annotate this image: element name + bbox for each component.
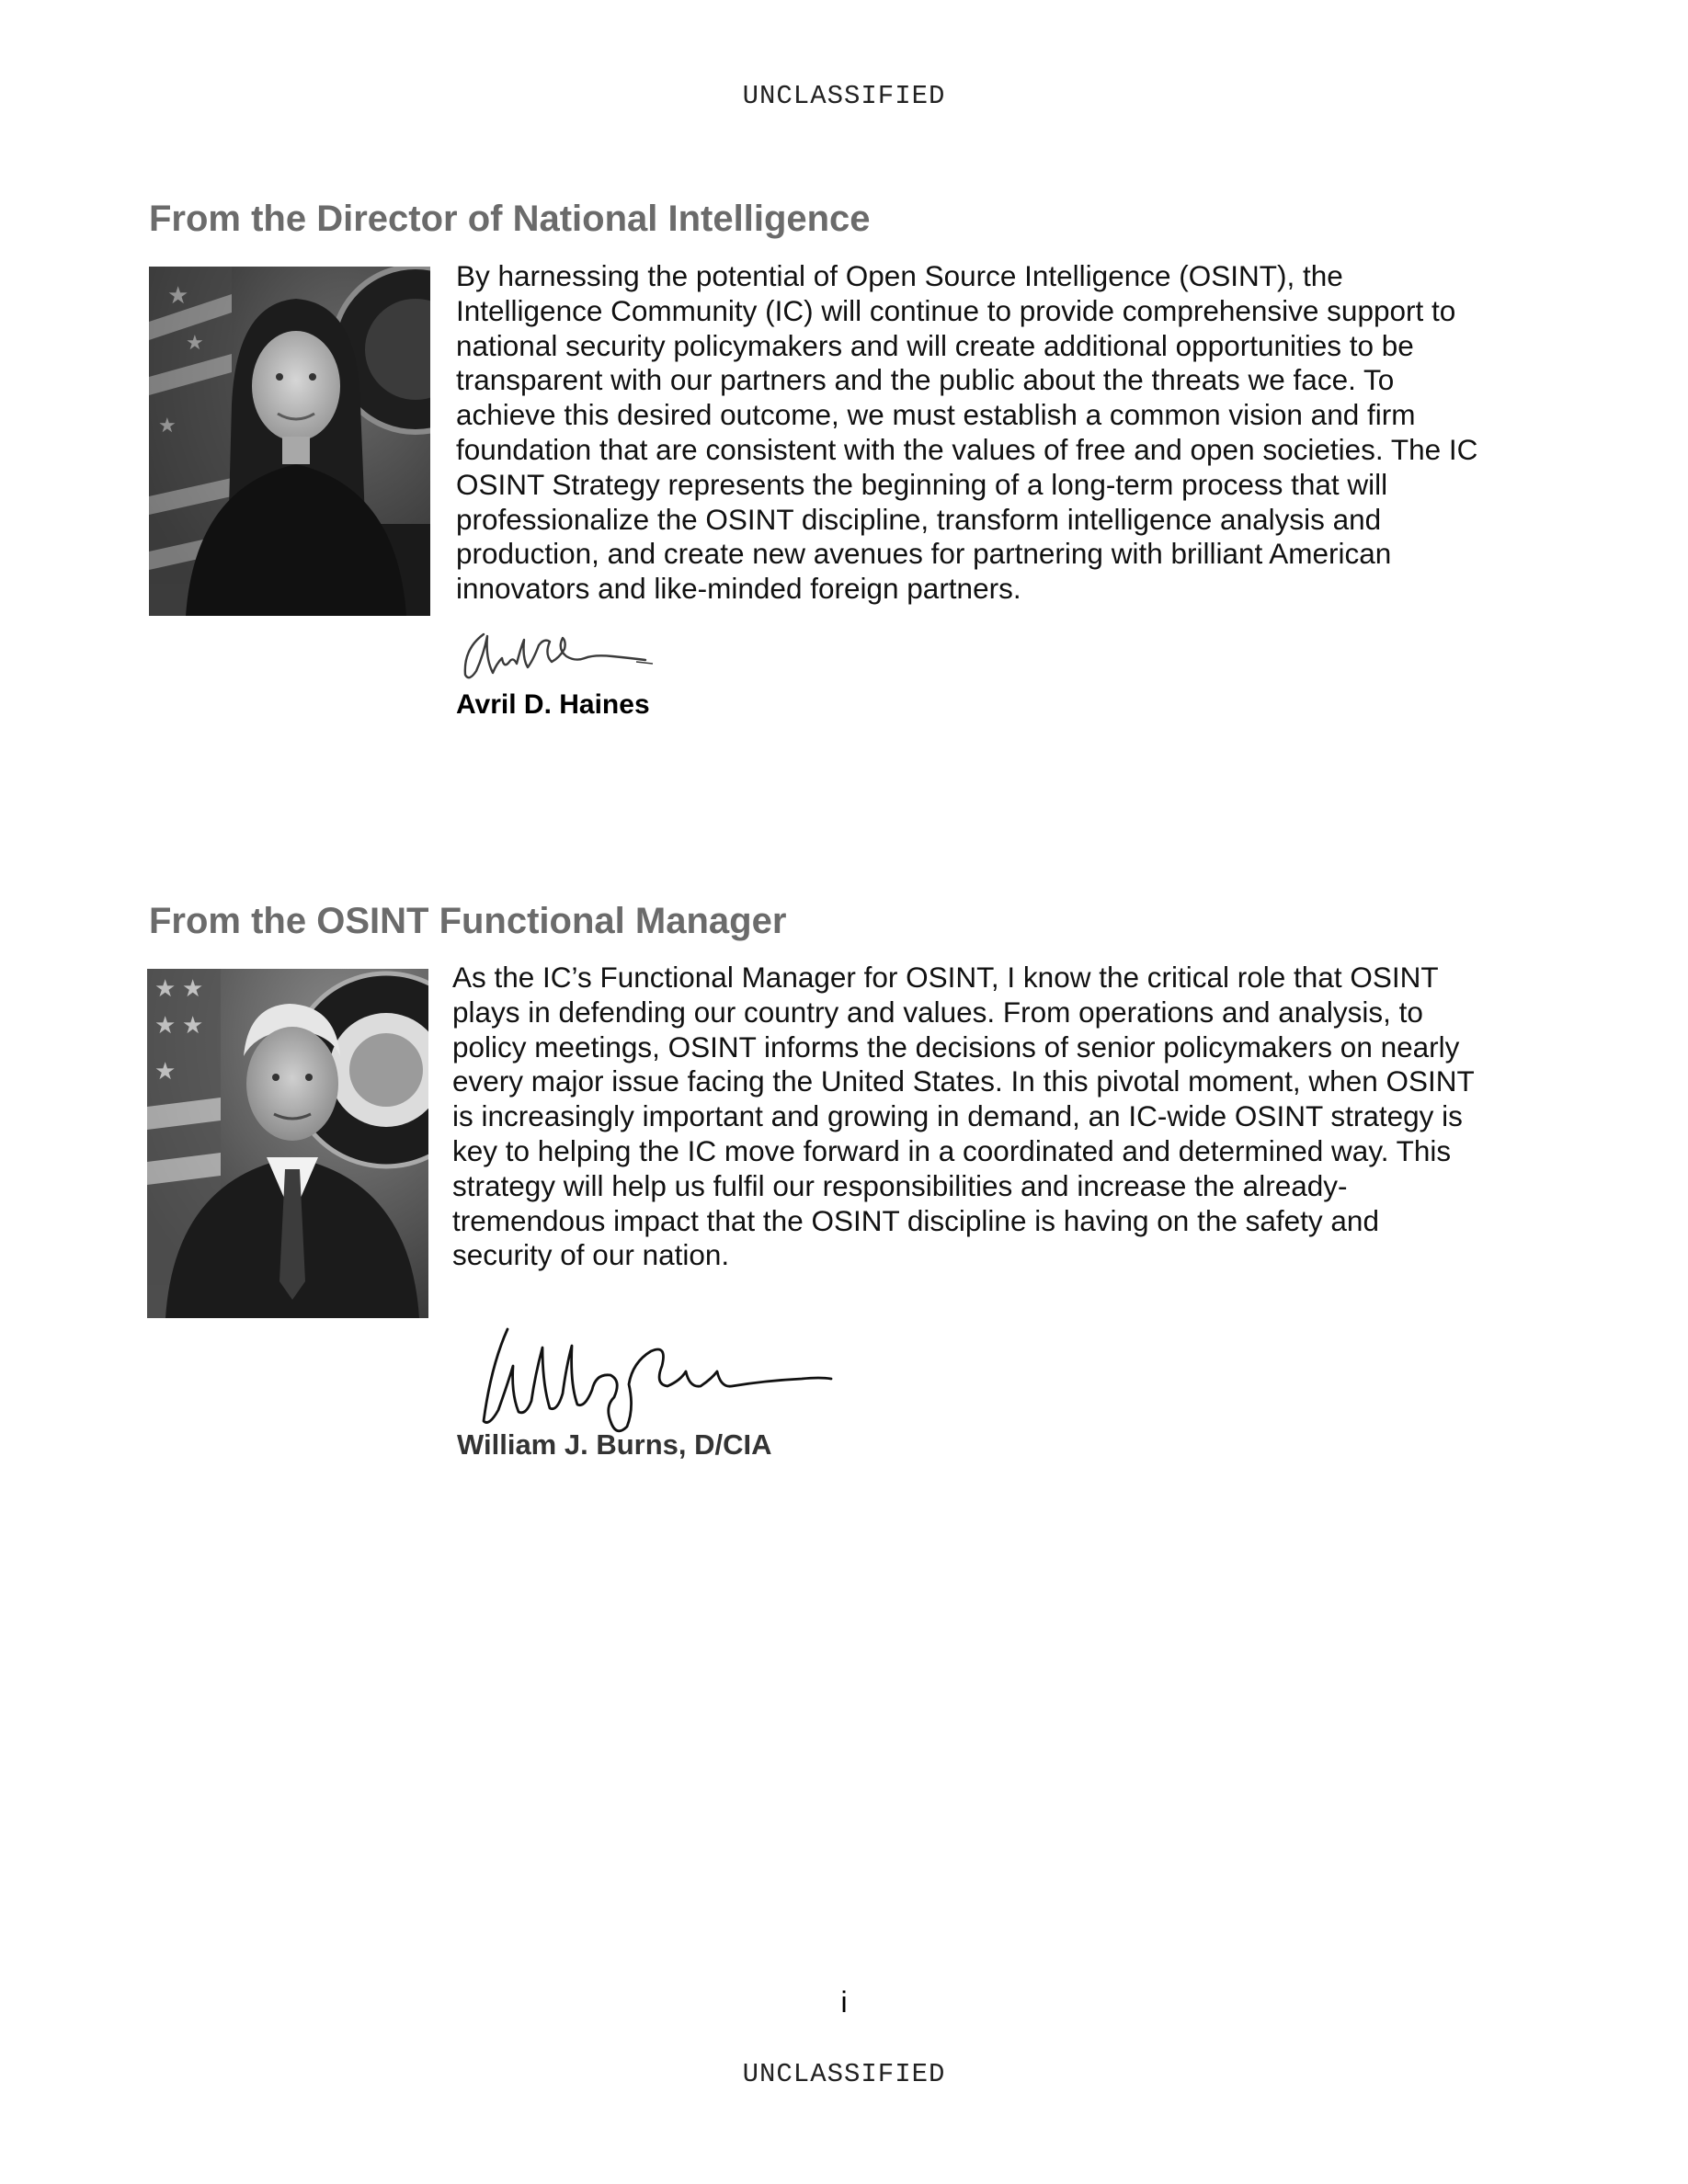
dni-message-line: professionalize the OSINT discipline, transform intelligence analysis and	[456, 502, 1382, 536]
dni-message-line: national security policymakers and will create additional opportunities to be	[456, 328, 1414, 362]
osint-manager-section-heading: From the OSINT Functional Manager	[149, 901, 787, 941]
dni-message-line: transparent with our partners and the public about the threats we face. To	[456, 363, 1395, 397]
osint-manager-message-line: tremendous impact that the OSINT discipline is having on the safety and	[452, 1203, 1379, 1237]
dni-message-line: Intelligence Community (IC) will continue to provide comprehensive support to	[456, 293, 1456, 327]
svg-text:★: ★	[186, 331, 204, 354]
classification-marking-top: UNCLASSIFIED	[742, 81, 946, 111]
dni-message-line: production, and create new avenues for partnering with brilliant American	[456, 537, 1392, 571]
osint-manager-signer-name: William J. Burns, D/CIA	[457, 1428, 772, 1461]
dni-message-line: By harnessing the potential of Open Source Intelligence (OSINT), the	[456, 259, 1343, 292]
dni-signature-image	[456, 621, 658, 688]
osint-manager-message-line: policy meetings, OSINT informs the decisions of senior policymakers on nearly	[452, 1029, 1460, 1064]
osint-manager-signature-image	[471, 1320, 838, 1441]
osint-manager-message-line: every major issue facing the United States. In this pivotal moment, when OSINT	[452, 1064, 1475, 1098]
osint-manager-portrait-photo	[147, 969, 428, 1318]
svg-text:★: ★	[167, 281, 189, 309]
classification-marking-bottom: UNCLASSIFIED	[742, 2059, 946, 2089]
dni-signer-name: Avril D. Haines	[456, 689, 650, 720]
svg-text:★: ★	[154, 1057, 177, 1085]
svg-text:★: ★	[182, 1011, 204, 1039]
osint-manager-message-line: strategy will help us fulfil our responsibilities and increase the already-	[452, 1168, 1348, 1202]
osint-manager-message-line: security of our nation.	[452, 1238, 730, 1272]
svg-text:★: ★	[182, 974, 204, 1002]
dni-message-line: innovators and like-minded foreign partners.	[456, 572, 1021, 606]
dni-message-line: achieve this desired outcome, we must establish a common vision and firm	[456, 398, 1416, 432]
osint-manager-message-line: is increasingly important and growing in demand, an IC-wide OSINT strategy is	[452, 1099, 1463, 1133]
dni-message-text	[456, 259, 1477, 607]
svg-text:★: ★	[154, 1011, 177, 1039]
dni-portrait-photo	[149, 267, 430, 616]
dni-message-line: OSINT Strategy represents the beginning of a long-term process that will	[456, 467, 1388, 501]
osint-manager-message-text	[452, 961, 1475, 1273]
page-number: i	[840, 1985, 848, 2019]
osint-manager-message-line: As the IC’s Functional Manager for OSINT, I know the critical role that OSINT	[452, 961, 1439, 994]
dni-message-line: foundation that are consistent with the values of free and open societies. The IC	[456, 432, 1478, 466]
svg-text:★: ★	[158, 414, 177, 437]
osint-manager-message-line: plays in defending our country and values. From operations and analysis, to	[452, 995, 1423, 1029]
svg-text:★: ★	[154, 974, 177, 1002]
dni-section-heading: From the Director of National Intelligence	[149, 199, 871, 239]
osint-manager-message-line: key to helping the IC move forward in a coordinated and determined way. This	[452, 1133, 1452, 1167]
